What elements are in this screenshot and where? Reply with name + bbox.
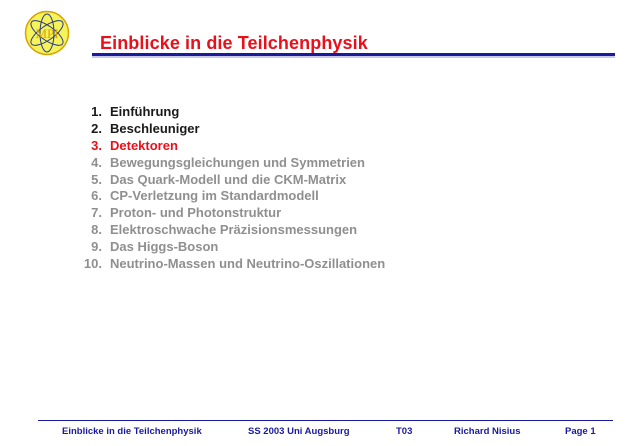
agenda-item-number: 1.	[91, 104, 102, 119]
agenda-item	[0, 222, 631, 239]
agenda-item	[0, 155, 631, 172]
title-underline-shadow	[92, 56, 615, 58]
agenda-item-label: Bewegungsgleichungen und Symmetrien	[110, 154, 365, 170]
agenda-item	[0, 205, 631, 222]
footer-code: T03	[396, 426, 413, 437]
footer-author: Richard Nisius	[454, 426, 521, 437]
agenda-item-number: 7.	[91, 205, 102, 221]
footer-course: Einblicke in die Teilchenphysik	[62, 426, 202, 437]
agenda-item	[0, 104, 631, 121]
agenda-item-number: 2.	[91, 120, 102, 136]
agenda-item-number: 3.	[91, 137, 102, 153]
agenda-item-number: 6.	[91, 188, 102, 204]
agenda-item-number: 5.	[91, 171, 102, 187]
agenda-item-label: Das Quark-Modell und die CKM-Matrix	[110, 171, 347, 187]
agenda-item-label: CP-Verletzung im Standardmodell	[110, 188, 319, 204]
agenda-item-label: Elektroschwache Präzisionsmessungen	[110, 222, 358, 238]
footer-divider	[38, 420, 613, 421]
agenda-item-number: 9.	[91, 239, 102, 255]
page-title: Einblicke in die Teilchenphysik	[100, 33, 368, 53]
agenda-item-number: 8.	[91, 222, 102, 238]
agenda-item	[0, 188, 631, 205]
footer-term: SS 2003 Uni Augsburg	[248, 426, 350, 437]
agenda-item	[0, 172, 631, 189]
agenda-item	[0, 121, 631, 138]
agenda-item-label: Neutrino-Massen und Neutrino-Oszillationen	[110, 256, 386, 272]
agenda-item-label: Detektoren	[110, 137, 178, 153]
mpi-atom-icon	[24, 10, 70, 56]
agenda-item-label: Proton- und Photonstruktur	[110, 205, 282, 221]
agenda-item	[0, 239, 631, 256]
mpi-logo	[24, 10, 70, 56]
logo-text: MPI	[35, 26, 59, 41]
agenda-item-number: 4.	[91, 154, 102, 170]
agenda-item	[0, 256, 631, 273]
agenda-item-number: 10.	[83, 256, 102, 272]
agenda-item-label: Beschleuniger	[110, 120, 200, 136]
footer-page-number: Page 1	[565, 426, 596, 437]
agenda-item-label: Einführung	[110, 104, 180, 119]
agenda-item	[0, 138, 631, 155]
agenda-item-label: Das Higgs-Boson	[110, 239, 219, 255]
agenda-list	[0, 104, 631, 273]
